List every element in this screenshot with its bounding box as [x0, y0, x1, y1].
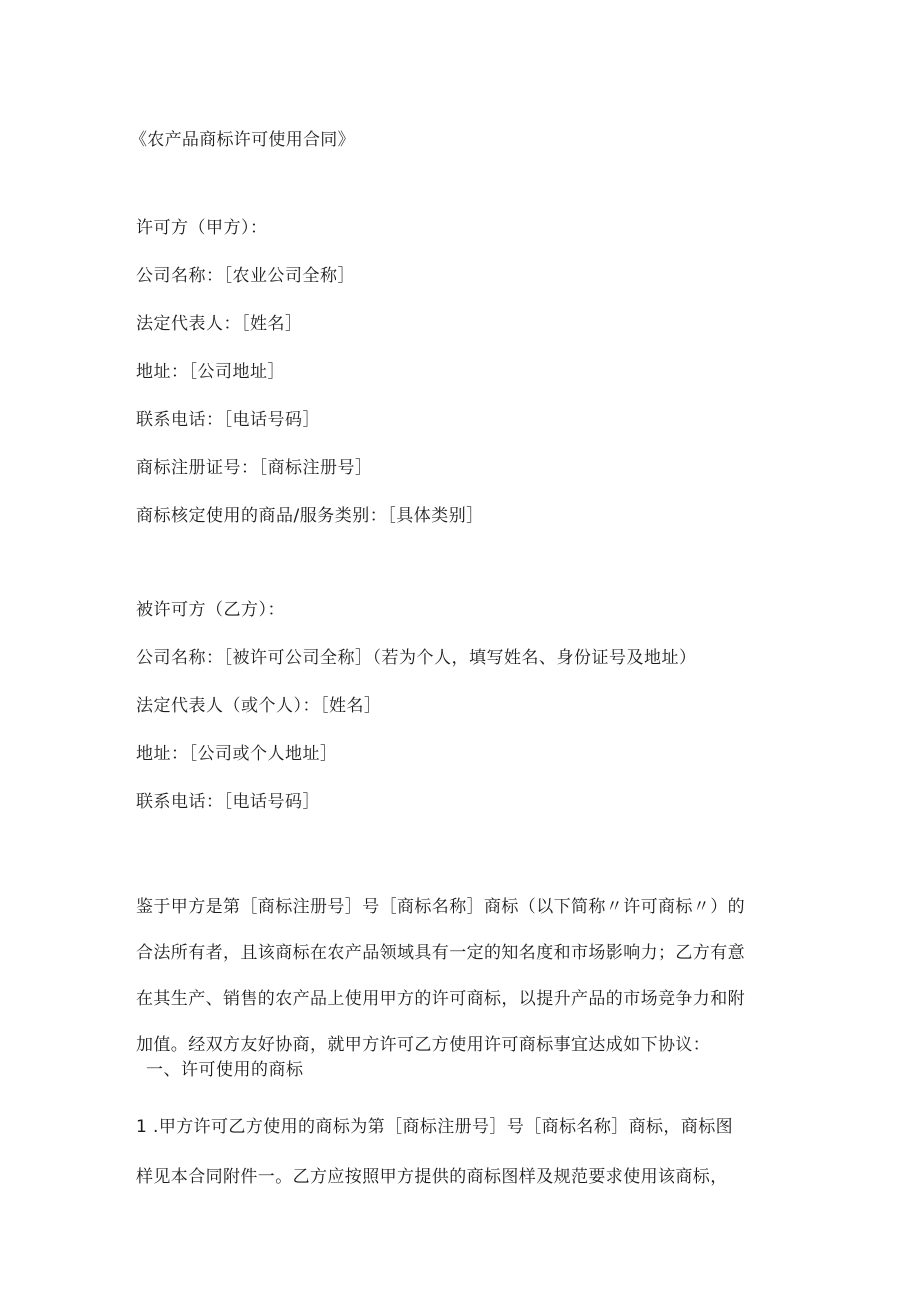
licensor-company: 公司名称：［农业公司全称］	[136, 266, 355, 286]
licensor-category: 商标核定使用的商品/服务类别：［具体类别］	[136, 506, 484, 526]
licensor-phone: 联系电话：［电话号码］	[136, 410, 320, 430]
preamble-line: 加值。经双方友好协商，就甲方许可乙方使用许可商标事宜达成如下协议：	[136, 1035, 711, 1055]
licensor-address: 地址：［公司地址］	[136, 362, 285, 382]
preamble-line: 鉴于甲方是第［商标注册号］号［商标名称］商标（以下简称〃许可商标〃）的	[136, 897, 745, 917]
licensee-representative: 法定代表人（或个人）：［姓名］	[136, 696, 382, 716]
licensee-phone: 联系电话：［电话号码］	[136, 792, 320, 812]
preamble-paragraph	[136, 884, 786, 1068]
licensee-heading: 被许可方（乙方）：	[136, 600, 285, 620]
document-title: 《农产品商标许可使用合同》	[130, 130, 355, 150]
clause-1-paragraph	[136, 1102, 786, 1202]
clause-line: 样见本合同附件一。乙方应按照甲方提供的商标图样及规范要求使用该商标，	[136, 1167, 728, 1187]
licensor-representative: 法定代表人：［姓名］	[136, 314, 303, 334]
licensee-company: 公司名称：［被许可公司全称］（若为个人，填写姓名、身份证号及地址）	[136, 648, 697, 668]
licensee-address: 地址：［公司或个人地址］	[136, 744, 338, 764]
licensor-trademark-no: 商标注册证号：［商标注册号］	[136, 458, 373, 478]
preamble-line: 合法所有者，且该商标在农产品领域具有一定的知名度和市场影响力；乙方有意	[136, 943, 745, 963]
licensor-heading: 许可方（甲方）：	[136, 218, 268, 238]
clause-line: 1 .甲方许可乙方使用的商标为第［商标注册号］号［商标名称］商标，商标图	[136, 1117, 734, 1137]
preamble-line: 在其生产、销售的农产品上使用甲方的许可商标，以提升产品的市场竞争力和附	[136, 989, 745, 1009]
section-1-heading: 一、许可使用的商标	[146, 1060, 304, 1080]
